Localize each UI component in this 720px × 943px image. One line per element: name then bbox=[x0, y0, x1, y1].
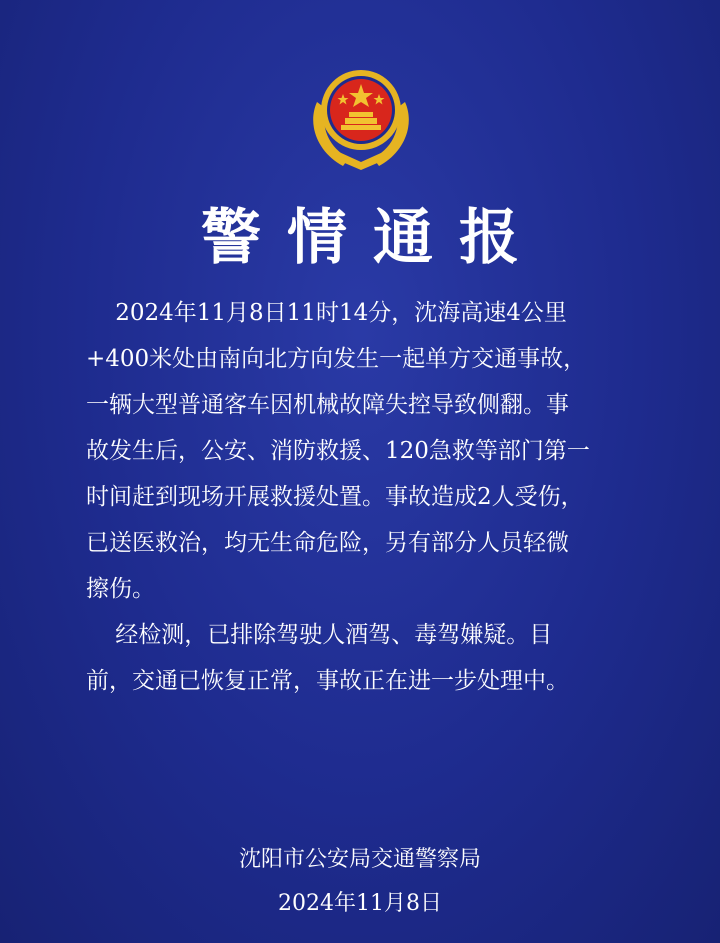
text-line: 时间赶到现场开展救援处置。事故造成2人受伤， bbox=[86, 484, 584, 510]
signature-block bbox=[0, 838, 720, 926]
notice-body bbox=[86, 290, 646, 704]
paragraph-2 bbox=[86, 612, 646, 704]
text-line: 前，交通已恢复正常，事故正在进一步处理中。 bbox=[86, 668, 569, 694]
paragraph-1 bbox=[86, 290, 646, 612]
text-line: 已送医救治，均无生命危险，另有部分人员轻微 bbox=[86, 530, 569, 556]
text-line: 擦伤。 bbox=[86, 576, 155, 602]
text-line: 故发生后，公安、消防救援、120急救等部门第一 bbox=[86, 438, 590, 464]
police-emblem-icon bbox=[303, 62, 419, 174]
issuer-name: 沈阳市公安局交通警察局 bbox=[238, 847, 481, 872]
page-title: 警情通报 bbox=[201, 203, 545, 273]
text-line: 2024年11月8日11时14分，沈海高速4公里 bbox=[86, 300, 567, 326]
issue-date: 2024年11月8日 bbox=[278, 891, 442, 916]
text-line: 经检测，已排除驾驶人酒驾、毒驾嫌疑。目 bbox=[86, 622, 553, 648]
text-line: 一辆大型普通客车因机械故障失控导致侧翻。事 bbox=[86, 392, 569, 418]
text-line: +400米处由南向北方向发生一起单方交通事故， bbox=[86, 346, 587, 372]
